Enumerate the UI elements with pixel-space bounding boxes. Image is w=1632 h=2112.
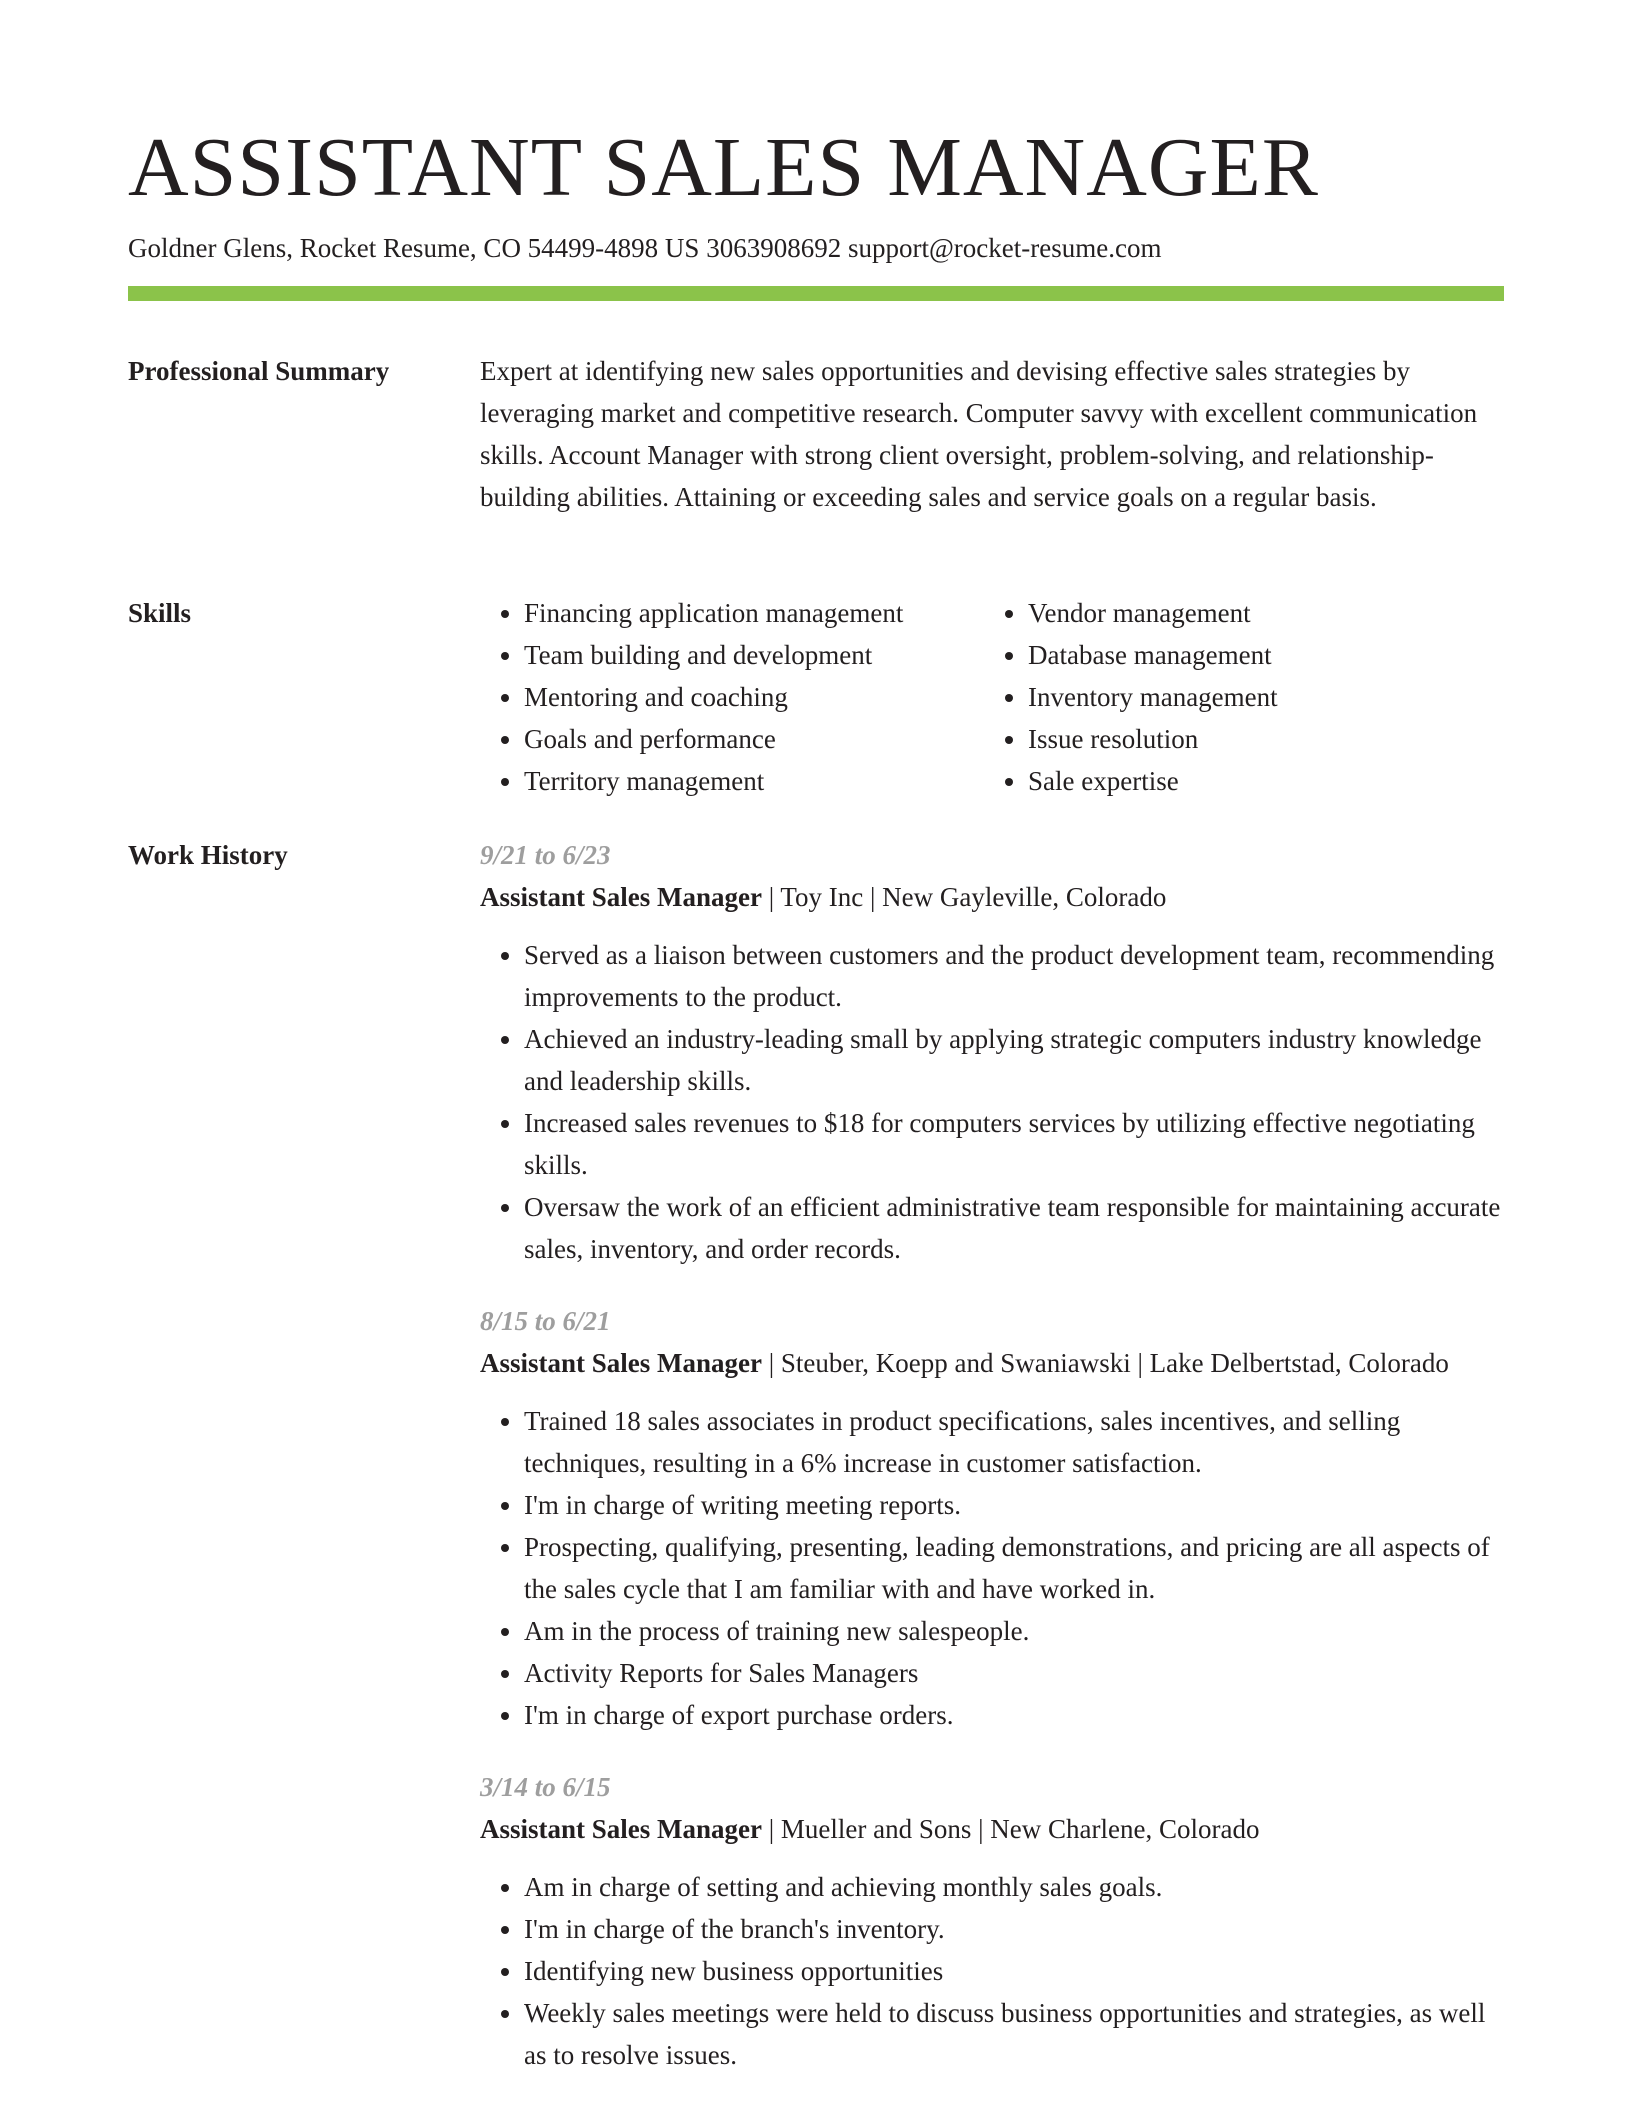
skill-item: • Goals and performance — [524, 718, 984, 760]
resume-title: ASSISTANT SALES MANAGER — [128, 121, 1319, 214]
job-details: | Mueller and Sons | New Charlene, Colorado — [762, 1814, 1260, 1844]
job-bullet: • Activity Reports for Sales Managers — [524, 1652, 1504, 1694]
skill-item: • Team building and development — [524, 634, 984, 676]
skill-item: • Vendor management — [1028, 592, 1488, 634]
summary-text: Expert at identifying new sales opportunities and devising effective sales strategies by leveraging market and competitive research. Computer savvy with excellent communication skills. Account Manager with strong client oversight, problem-solving, and relationship-building abilities. Attaining or exceeding sales and service goals on a regular basis. — [480, 356, 1478, 512]
job-bullet: • I'm in charge of export purchase orders. — [524, 1694, 1504, 1736]
job-entry — [480, 834, 1504, 1270]
job-bullets — [480, 934, 1504, 1270]
job-title: Assistant Sales Manager — [480, 1348, 762, 1378]
job-entry — [480, 1766, 1504, 2076]
job-details: | Steuber, Koepp and Swaniawski | Lake Delbertstad, Colorado — [762, 1348, 1449, 1378]
job-heading — [480, 876, 1504, 918]
work-history-section — [480, 834, 1504, 2076]
job-bullet: • Trained 18 sales associates in product specifications, sales incentives, and selling techniques, resulting in a 6% increase in customer satisfaction. — [524, 1400, 1504, 1484]
job-bullet: • Prospecting, qualifying, presenting, leading demonstrations, and pricing are all aspects of the sales cycle that I am familiar with and have worked in. — [524, 1526, 1504, 1610]
job-bullet: • I'm in charge of writing meeting reports. — [524, 1484, 1504, 1526]
job-heading — [480, 1342, 1504, 1384]
job-bullets — [480, 1400, 1504, 1736]
skill-item: • Financing application management — [524, 592, 984, 634]
skill-item: • Issue resolution — [1028, 718, 1488, 760]
skills-section — [480, 592, 1504, 802]
job-dates: 9/21 to 6/23 — [480, 840, 611, 870]
job-entry — [480, 1300, 1504, 1736]
job-bullet: • Am in the process of training new salespeople. — [524, 1610, 1504, 1652]
skill-item: • Sale expertise — [1028, 760, 1488, 802]
skill-item: • Mentoring and coaching — [524, 676, 984, 718]
skills-columns — [480, 592, 1504, 802]
skills-list-left — [480, 592, 984, 802]
job-title: Assistant Sales Manager — [480, 882, 762, 912]
job-dates: 3/14 to 6/15 — [480, 1772, 611, 1802]
contact-line: Goldner Glens, Rocket Resume, CO 54499-4898 US 3063908692 support@rocket-resume.com — [128, 233, 1162, 263]
job-heading — [480, 1808, 1504, 1850]
summary-section — [480, 350, 1504, 518]
job-details: | Toy Inc | New Gayleville, Colorado — [762, 882, 1167, 912]
job-bullet: • Am in charge of setting and achieving monthly sales goals. — [524, 1866, 1504, 1908]
skill-item: • Inventory management — [1028, 676, 1488, 718]
job-bullet: • I'm in charge of the branch's inventory. — [524, 1908, 1504, 1950]
job-title: Assistant Sales Manager — [480, 1814, 762, 1844]
job-bullet: • Served as a liaison between customers and the product development team, recommending improvements to the product. — [524, 934, 1504, 1018]
skills-label: Skills — [128, 598, 192, 628]
skill-item: • Territory management — [524, 760, 984, 802]
job-bullet: • Weekly sales meetings were held to discuss business opportunities and strategies, as well as to resolve issues. — [524, 1992, 1504, 2076]
header-divider — [128, 286, 1504, 301]
job-bullet: • Oversaw the work of an efficient administrative team responsible for maintaining accurate sales, inventory, and order records. — [524, 1186, 1504, 1270]
skill-item: • Database management — [1028, 634, 1488, 676]
job-bullet: • Achieved an industry-leading small by applying strategic computers industry knowledge and leadership skills. — [524, 1018, 1504, 1102]
job-bullet: • Identifying new business opportunities — [524, 1950, 1504, 1992]
skills-list-right — [984, 592, 1488, 802]
job-bullet: • Increased sales revenues to $18 for computers services by utilizing effective negotiating skills. — [524, 1102, 1504, 1186]
work-history-label: Work History — [128, 840, 288, 870]
summary-label: Professional Summary — [128, 356, 390, 386]
job-dates: 8/15 to 6/21 — [480, 1306, 611, 1336]
job-bullets — [480, 1866, 1504, 2076]
